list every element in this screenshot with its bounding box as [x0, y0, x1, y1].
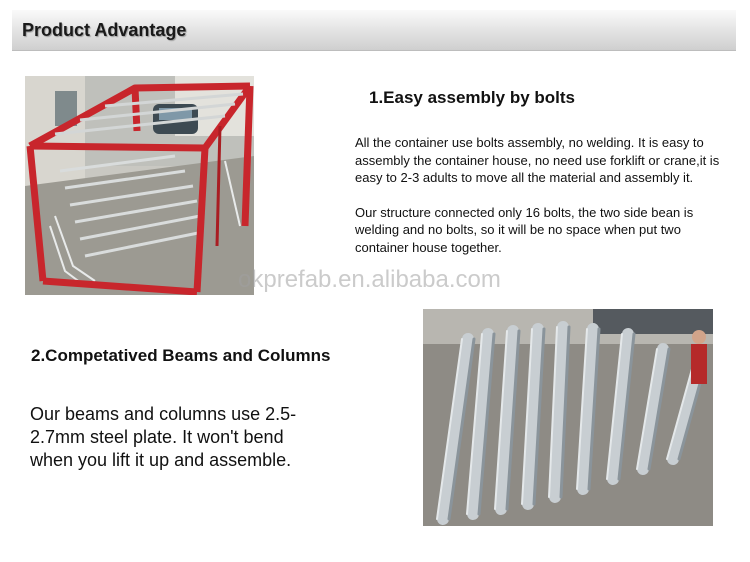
beams-description: Our beams and columns use 2.5-2.7mm steel plate. It won't bend when you lift it up and assemble.: [30, 404, 297, 470]
page-title: Product Advantage: [22, 20, 187, 40]
container-frame-photo: [25, 76, 254, 295]
steel-beams-photo: [423, 309, 713, 526]
header-bar: [12, 10, 736, 51]
section-title-bolts: 1.Easy assembly by bolts: [369, 88, 575, 107]
bolts-paragraph-1: All the container use bolts assembly, no welding. It is easy to assembly the container house, no need use forklift or crane,it is easy to 2-3 adults to move all the material and assembly it.: [355, 135, 720, 185]
section-title-beams: 2.Competatived Beams and Columns: [31, 346, 331, 365]
bolts-description: [355, 134, 730, 256]
bolts-paragraph-2: Our structure connected only 16 bolts, the two side bean is welding and no bolts, so it will be no space when put two container house together.: [355, 204, 694, 255]
watermark: okprefab.en.alibaba.com: [238, 266, 501, 293]
